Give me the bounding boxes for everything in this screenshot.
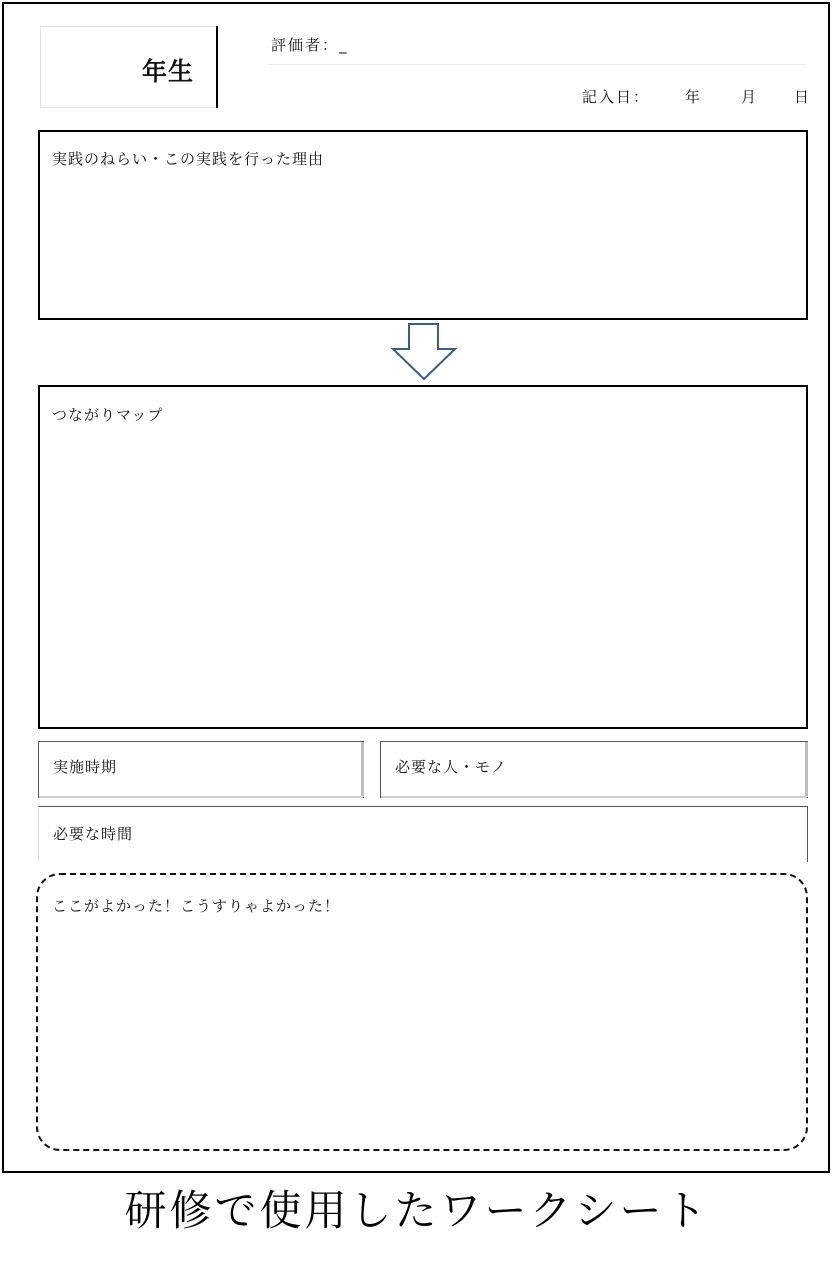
evaluator-underline [269,64,807,65]
date-month-label: 月 [741,88,757,106]
worksheet [2,2,830,1173]
needs-section[interactable] [380,741,808,798]
aim-section[interactable] [38,130,808,320]
date-label: 記入日： [582,88,651,106]
grade-box [40,26,218,108]
time-section[interactable] [38,806,808,862]
time-label: 必要な時間 [53,825,134,843]
figure-caption: 研修で使用したワークシート [124,1186,710,1235]
period-section[interactable] [38,741,364,798]
reflection-section[interactable] [36,873,808,1151]
grade-label: 年生 [141,57,194,86]
connection-map-label: つながりマップ [52,406,164,424]
period-label: 実施時期 [53,758,118,776]
down-arrow-outline-icon [390,323,458,383]
aim-section-label: 実践のねらい・この実践を行った理由 [52,150,325,168]
reflection-label: ここがよかった！こうすりゃよかった！ [52,897,341,915]
date-year-label: 年 [685,88,701,106]
connection-map-section[interactable] [38,385,808,729]
needs-label: 必要な人・モノ [395,758,507,776]
evaluator-label: 評価者：_ [271,36,349,54]
date-day-label: 日 [794,88,810,106]
